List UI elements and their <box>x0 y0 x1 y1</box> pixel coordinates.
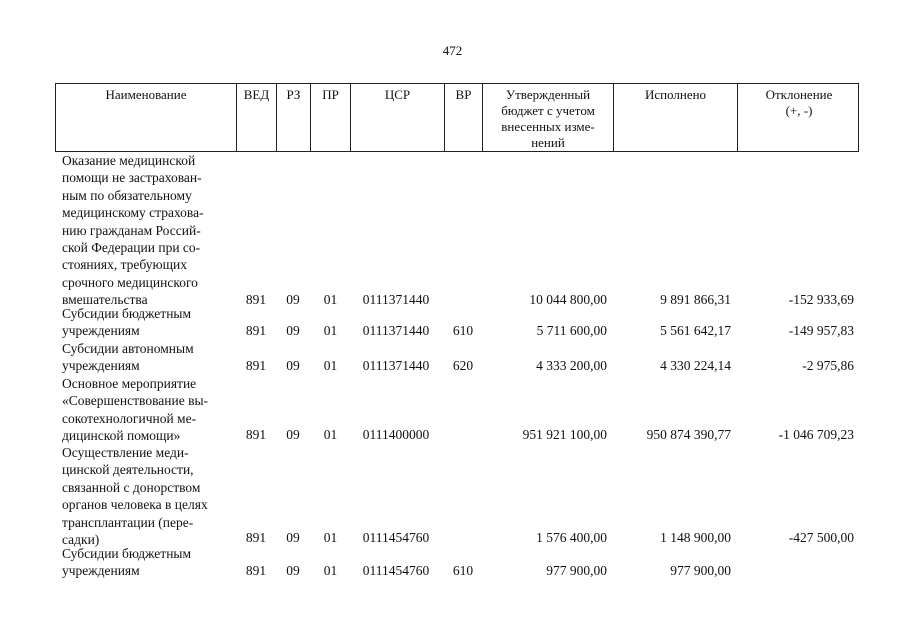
row-executed: 4 330 224,14 <box>660 358 731 373</box>
header-pr: ПР <box>311 84 351 151</box>
page-number: 472 <box>442 43 463 58</box>
table-row <box>0 545 905 580</box>
row-rz: 09 <box>286 292 300 307</box>
row-rz: 09 <box>286 358 300 373</box>
row-executed: 1 148 900,00 <box>660 530 731 545</box>
header-rz: РЗ <box>277 84 311 151</box>
header-ved: ВЕД <box>237 84 277 151</box>
table-row <box>0 444 905 549</box>
row-vr: 620 <box>452 358 474 373</box>
row-name: Основное мероприятие «Совершенствование вы- сокотехнологичной ме- дицинской помощи» <box>62 376 209 444</box>
table-row <box>0 375 905 445</box>
row-ved: 891 <box>245 358 267 373</box>
header-name: Наименование <box>56 84 237 151</box>
row-csr: 0111371440 <box>362 323 430 338</box>
header-vr: ВР <box>445 84 483 151</box>
row-name: Субсидии автономным учреждениям <box>62 341 194 374</box>
row-csr: 0111371440 <box>362 292 430 307</box>
table-row <box>0 340 905 375</box>
row-pr: 01 <box>323 563 338 578</box>
row-approved: 1 576 400,00 <box>536 530 607 545</box>
row-vr: 610 <box>452 563 474 578</box>
row-name: Осуществление меди- цинской деятельности, связанной с донорством органов человека в целях трансплантации (пере- садки) <box>62 445 208 548</box>
row-pr: 01 <box>323 427 338 442</box>
row-rz: 09 <box>286 563 300 578</box>
header-csr: ЦСР <box>351 84 445 151</box>
header-deviation: Отклонение (+, -) <box>765 87 833 118</box>
row-approved: 951 921 100,00 <box>522 427 607 442</box>
row-deviation: -427 500,00 <box>788 530 854 545</box>
row-rz: 09 <box>286 427 300 442</box>
row-deviation: -149 957,83 <box>788 323 854 338</box>
row-vr: 610 <box>452 323 474 338</box>
row-deviation: -1 046 709,23 <box>778 427 854 442</box>
row-csr: 0111371440 <box>362 358 430 373</box>
header-approved: Утвержденный бюджет с учетом внесенных изме- нений <box>483 84 614 151</box>
row-ved: 891 <box>245 563 267 578</box>
row-ved: 891 <box>245 292 267 307</box>
row-approved: 10 044 800,00 <box>529 292 607 307</box>
row-deviation: -152 933,69 <box>788 292 854 307</box>
row-name: Оказание медицинской помощи не застрахован- ным по обязательному медицинскому страхова- нию гражданам Россий- ской Федерации при со- стояниях, требующих срочного медицинского вмешательства <box>62 153 204 308</box>
table-header <box>55 83 859 152</box>
header-executed: Исполнено <box>614 84 738 151</box>
row-pr: 01 <box>323 323 338 338</box>
row-executed: 9 891 866,31 <box>660 292 731 307</box>
row-ved: 891 <box>245 530 267 545</box>
row-deviation: -2 975,86 <box>802 358 854 373</box>
row-ved: 891 <box>245 323 267 338</box>
row-name: Субсидии бюджетным учреждениям <box>62 306 192 339</box>
row-csr: 0111454760 <box>362 530 430 545</box>
table-row <box>0 305 905 340</box>
row-executed: 950 874 390,77 <box>646 427 731 442</box>
row-rz: 09 <box>286 530 300 545</box>
row-pr: 01 <box>323 292 338 307</box>
row-executed: 977 900,00 <box>670 563 731 578</box>
table-row <box>0 152 905 309</box>
row-approved: 977 900,00 <box>546 563 607 578</box>
row-rz: 09 <box>286 323 300 338</box>
row-csr: 0111454760 <box>362 563 430 578</box>
row-approved: 5 711 600,00 <box>536 323 607 338</box>
row-ved: 891 <box>245 427 267 442</box>
row-executed: 5 561 642,17 <box>660 323 731 338</box>
row-pr: 01 <box>323 530 338 545</box>
row-approved: 4 333 200,00 <box>536 358 607 373</box>
row-pr: 01 <box>323 358 338 373</box>
row-name: Субсидии бюджетным учреждениям <box>62 546 192 579</box>
row-csr: 0111400000 <box>362 427 430 442</box>
